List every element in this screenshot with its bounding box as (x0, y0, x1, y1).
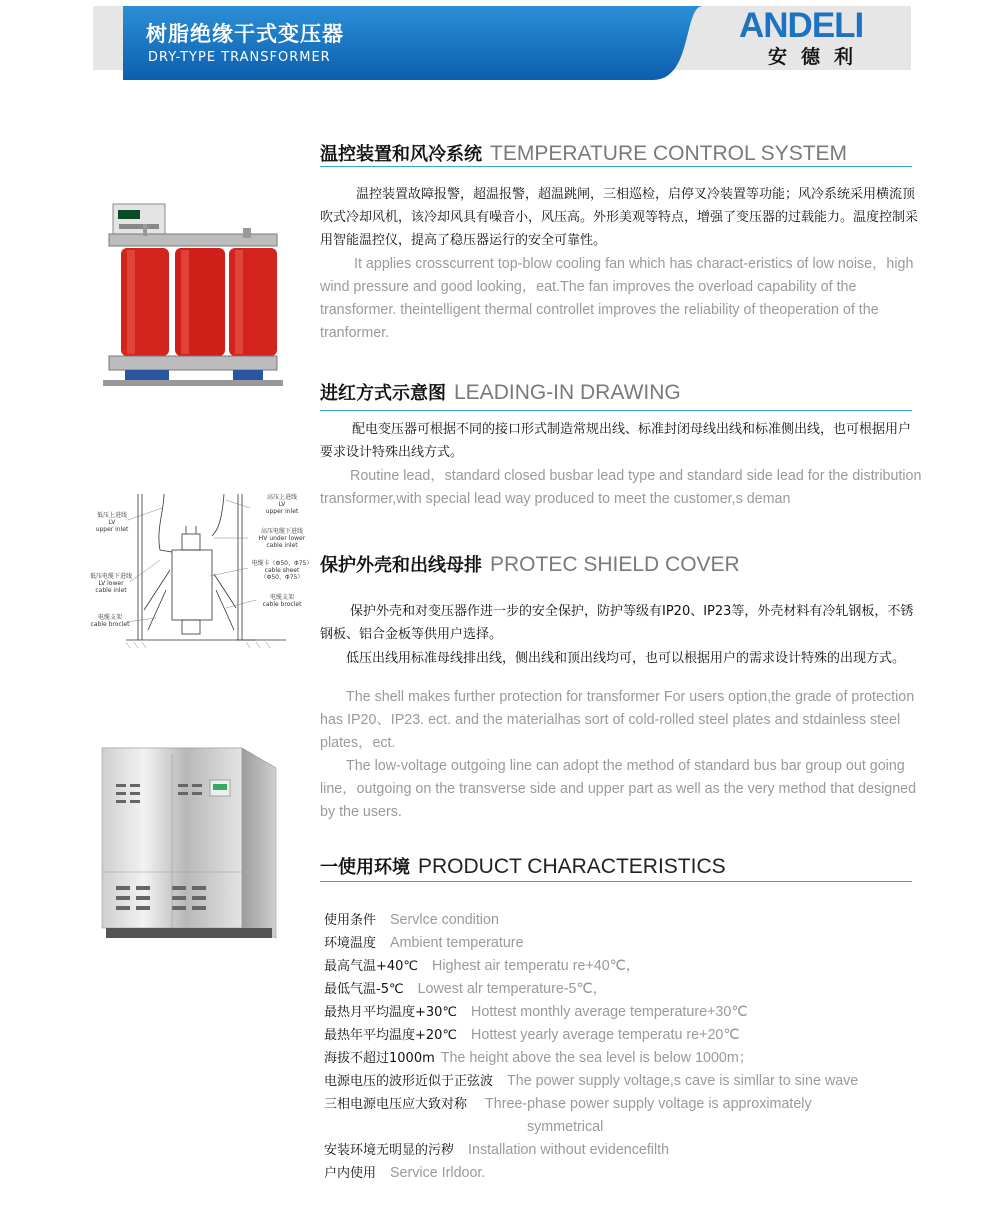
section-title-cn: 保护外壳和出线母排 (320, 555, 482, 576)
section-divider (320, 410, 912, 411)
diagram-label-cable-sheet: 电缆卡（Φ50、Φ75） cable sheet （Φ50、Φ75） (251, 560, 313, 581)
paragraph-en: It applies crosscurrent top-blow cooling fan which has charact-eristics of low noise，high wind pressure and good looking，eat.The fan improves the overload capability of the transformer. theintelligent thermal controllet improves the reliability of theoperation of the tranformer. (320, 256, 914, 341)
list-item (324, 1024, 944, 1047)
brand-logo: ANDELI (739, 6, 864, 45)
paragraph-en: The low-voltage outgoing line can adopt the method of standard bus bar group out going line，outgoing on the transverse side and upper part as well as the very method that designed by the users. (320, 758, 917, 820)
dry-type-transformer-image (103, 198, 283, 398)
list-item (324, 932, 944, 955)
characteristics-list (324, 909, 944, 1185)
section-title-cn: 温控装置和风冷系统 (320, 144, 482, 165)
paragraph-cn: 保护外壳和对变压器作进一步的安全保护，防护等级有IP20、IP23等，外壳材料有冷轧钢板，不锈钢板、铝合金板等供用户选择。 (320, 604, 914, 642)
diagram-label-cable-bracket-right: 电缆支架 cable broclet (262, 594, 302, 608)
section-heading-shield (320, 551, 740, 577)
paragraph-en: The shell makes further protection for transformer For users option,the grade of protection has IP20、IP23. ect. and the materialhas sort of cold-rolled steel plates and stdainless steel plates，ect. (320, 689, 915, 751)
section-title-en: PRODUCT CHARACTERISTICS (418, 855, 726, 878)
item-value: Hottest yearly average temperatu re+20℃ (471, 1027, 740, 1043)
diagram-label-cable-bracket-left: 电缆支架 cable broclet (90, 614, 130, 628)
section-title-en: LEADING-IN DRAWING (454, 381, 681, 404)
item-key: 环境温度 (324, 936, 377, 951)
item-key: 最热年平均温度+20℃ (324, 1028, 458, 1043)
item-value: Hottest monthly average temperature+30℃ (471, 1004, 748, 1020)
paragraph-cn: 低压出线用标准母线排出线，侧出线和顶出线均可，也可以根据用户的需求设计特殊的出现方式。 (346, 651, 906, 666)
paragraph-cn: 配电变压器可根据不同的接口形式制造常规出线、标准封闭母线出线和标准侧出线，也可根据用户要求设计特殊出线方式。 (320, 422, 912, 460)
list-item (324, 1001, 944, 1024)
section-title-cn: 进红方式示意图 (320, 383, 446, 404)
leading-in-diagram (86, 490, 316, 650)
section-heading-temperature (320, 140, 847, 166)
item-value: Service Irldoor. (390, 1165, 486, 1181)
list-item (324, 955, 944, 978)
item-value: Installation without evidencefilth (468, 1142, 670, 1158)
item-key: 安装环境无明显的污秽 (324, 1143, 455, 1158)
item-key: 海拔不超过1000m (324, 1051, 435, 1066)
diagram-label-hv-lower: 高压电缆下进线 HV under lower cable inlet (258, 528, 306, 549)
item-value-continuation: symmetrical (527, 1119, 604, 1135)
item-value: Lowest alr temperature-5℃， (417, 981, 607, 997)
item-key: 电源电压的波形近似于正弦波 (324, 1074, 494, 1089)
diagram-label-hv-upper: 高压上进线 LV upper inlet (265, 494, 299, 515)
list-item (324, 1162, 944, 1185)
item-value: Highest air temperatu re+40℃， (432, 958, 641, 974)
item-key: 最高气温+40℃ (324, 959, 419, 974)
list-item (324, 1139, 944, 1162)
page-title-en: DRY-TYPE TRANSFORMER (148, 50, 331, 65)
protective-enclosure-image (92, 744, 280, 944)
list-item (324, 909, 944, 932)
item-value: The power supply voltage,s cave is simllar to sine wave (507, 1073, 859, 1089)
brand-logo-cn: 安德利 (768, 46, 868, 68)
section-title-en: PROTEC SHIELD COVER (490, 553, 740, 576)
section-heading-characteristics (320, 853, 726, 879)
list-item (324, 978, 944, 1001)
item-value: Three-phase power supply voltage is approximately (485, 1096, 812, 1112)
item-key: 最热月平均温度+30℃ (324, 1005, 458, 1020)
section-heading-leading (320, 379, 681, 405)
diagram-label-lv-upper: 低压上进线 LV upper inlet (95, 512, 129, 533)
section-divider (320, 166, 912, 167)
item-value: Servlce condition (390, 912, 499, 928)
item-key: 户内使用 (324, 1166, 377, 1181)
section-divider (320, 881, 912, 882)
item-key: 最低气温-5℃ (324, 982, 404, 997)
paragraph-en: Routine lead，standard closed busbar lead type and standard side lead for the distribution transformer,with special lead way produced to meet the customer,s deman (320, 468, 922, 507)
section-title-cn: 一使用环境 (320, 857, 410, 878)
section-title-en: TEMPERATURE CONTROL SYSTEM (490, 142, 848, 165)
list-item (324, 1070, 944, 1093)
item-key: 三相电源电压应大致对称 (324, 1097, 468, 1112)
page-title-cn: 树脂绝缘干式变压器 (146, 22, 344, 46)
item-value: Ambient temperature (390, 935, 524, 951)
diagram-label-lv-lower: 低压电缆下进线 LV lower cable inlet (89, 573, 132, 594)
paragraph-cn: 温控装置故障报警，超温报警，超温跳闸，三相巡检，启停叉冷装置等功能；风冷系统采用横流顶吹式冷却风机，该冷却风具有噪音小，风压高。外形美观等特点，增强了变压器的过载能力。温度控制采用智能温控仪，提高了稳压器运行的安全可靠性。 (320, 187, 919, 248)
item-value: The height above the sea level is below 1000m； (440, 1050, 754, 1066)
item-key: 使用条件 (324, 913, 377, 928)
list-item (324, 1047, 944, 1070)
list-item (324, 1093, 944, 1116)
